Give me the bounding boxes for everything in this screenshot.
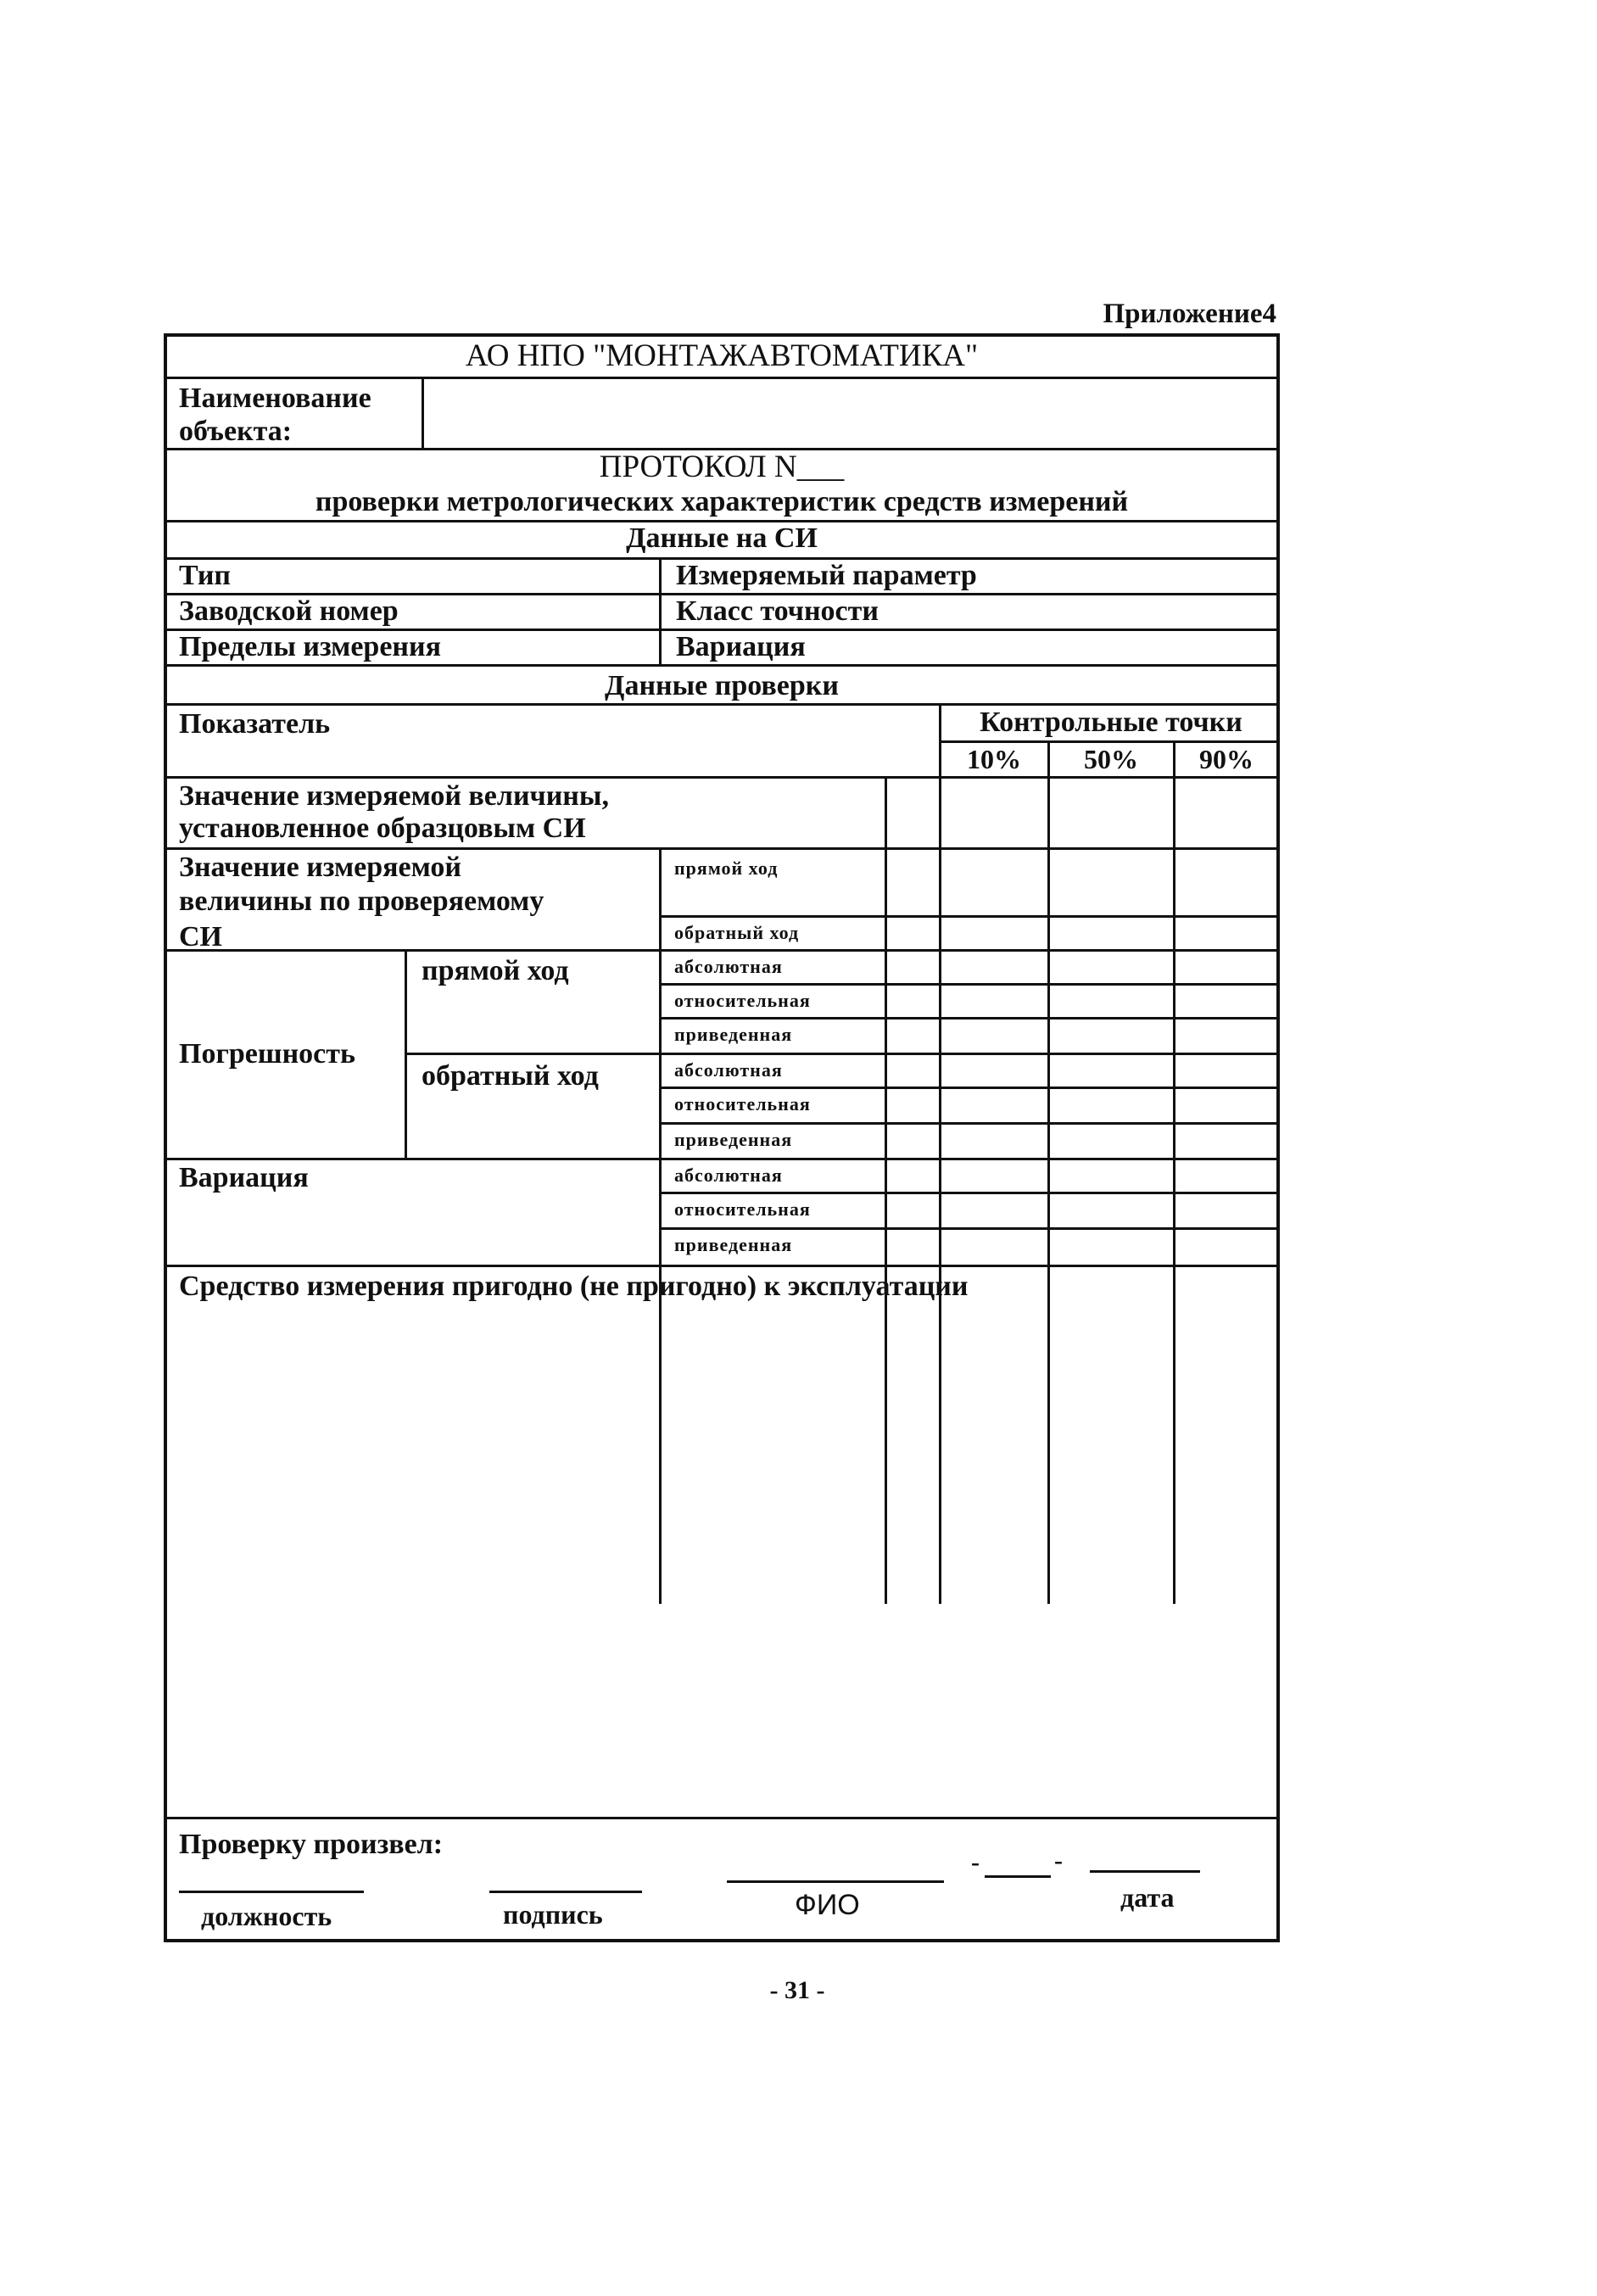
conclusion-text: Средство измерения пригодно (не пригодно) к эксплуатации [179,1271,969,1302]
indicator-header: Показатель [179,708,331,740]
error-reverse-label: обратный ход [422,1060,599,1092]
error-reverse-relative: относительная [674,1093,811,1114]
object-name-label-line2: объекта: [179,416,293,447]
error-forward-reduced: приведенная [674,1024,793,1045]
measured-parameter-label: Измеряемый параметр [676,560,977,591]
date-dash-2: - [1054,1846,1063,1874]
si-data-header: Данные на СИ [626,522,818,554]
tested-value-line3: СИ [179,921,222,952]
check-data-header: Данные проверки [605,670,839,701]
position-label: должность [201,1901,332,1931]
variation-reduced: приведенная [674,1234,793,1255]
error-label: Погрешность [179,1038,355,1070]
variation-label: Вариация [676,631,806,662]
control-point-10: 10% [967,744,1021,774]
error-forward-relative: относительная [674,990,811,1011]
divider [167,377,1276,379]
measurement-limits-label: Пределы измерения [179,631,442,662]
error-forward-absolute: абсолютная [674,956,783,977]
object-name-label-line1: Наименование [179,383,371,414]
date-label: дата [1120,1882,1175,1913]
appendix-label: Приложение4 [1103,299,1276,329]
tested-forward-label: прямой ход [674,858,779,879]
variation-absolute: абсолютная [674,1165,783,1186]
signature-label: подпись [503,1899,603,1930]
serial-number-label: Заводской номер [179,595,399,627]
full-name-label: ФИО [795,1889,860,1921]
org-title: АО НПО "МОНТАЖАВТОМАТИКА" [465,338,979,373]
si-type-label: Тип [179,560,232,591]
tested-reverse-label: обратный ход [674,922,800,943]
date-dash-1: - [971,1848,980,1876]
tested-value-line1: Значение измеряемой [179,852,461,883]
control-point-50: 50% [1084,744,1138,774]
ref-value-line1: Значение измеряемой величины, [179,780,609,812]
protocol-subtitle: проверки метрологических характеристик средств измерений [315,486,1129,517]
accuracy-class-label: Класс точности [676,595,879,627]
error-reverse-absolute: абсолютная [674,1059,783,1081]
variation-row-label: Вариация [179,1162,309,1193]
error-reverse-reduced: приведенная [674,1129,793,1150]
error-forward-label: прямой ход [422,955,569,986]
protocol-form [164,333,1280,1942]
control-point-90: 90% [1199,744,1254,774]
ref-value-line2: установленное образцовым СИ [179,813,586,844]
protocol-title: ПРОТОКОЛ N___ [599,450,845,484]
page-number: - 31 - [769,1976,825,2004]
variation-relative: относительная [674,1198,811,1220]
checked-by-label: Проверку произвел: [179,1829,444,1860]
control-points-header: Контрольные точки [980,707,1242,738]
tested-value-line2: величины по проверяемому [179,885,544,917]
